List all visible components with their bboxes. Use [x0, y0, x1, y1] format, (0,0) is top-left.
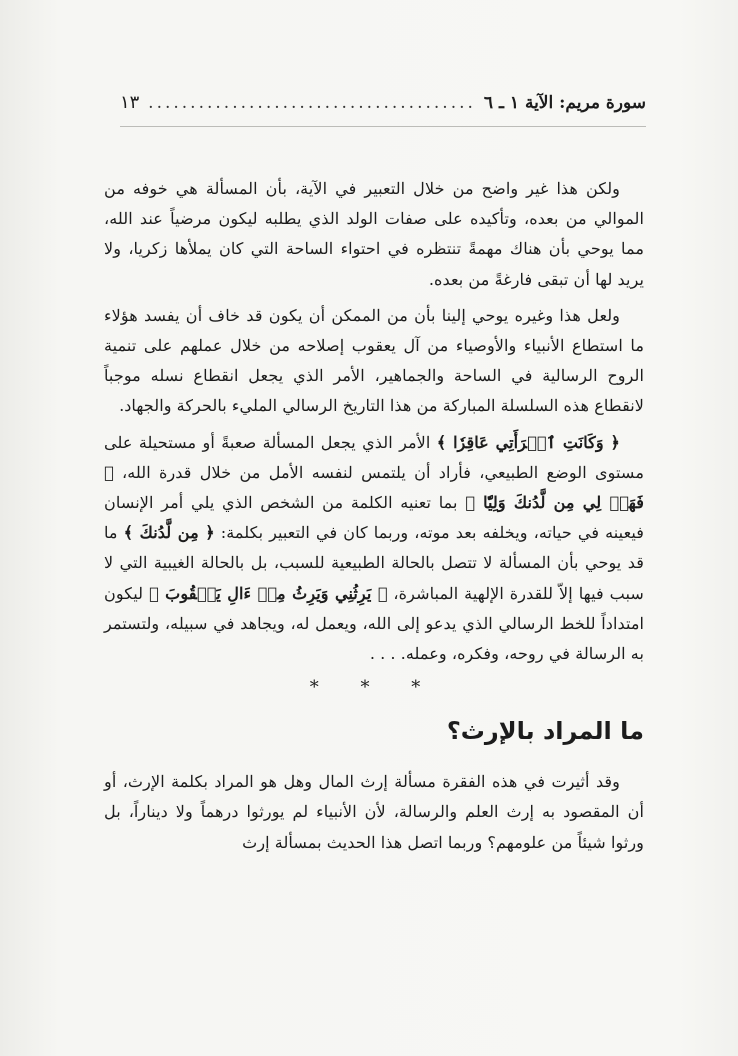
paragraph-text: ولعل هذا وغيره يوحي إلينا بأن من الممكن أن يكون قد خاف أن يفسد هؤلاء ما استطاع الأنبياء والأوصياء من آل يعقوب إصلاحه من خلال عملهم على تنمية الروح الرسالية في الساحة والجماهير، الأمر الذي يجعل انقطاع نسله موجباً لانقطاع هذه السلسلة المباركة من هذا التاريخ الرسالي المليء بالحركة والجهاد.: [104, 305, 644, 416]
body-paragraph: [104, 767, 644, 858]
quran-verse: ﴿ مِن لَّدُنكَ ﴾: [123, 523, 215, 543]
quran-verse: ﴿ يَرِثُنِي وَيَرِثُ مِنۡ ءَالِ يَعۡقُوبَ ﴾: [148, 583, 388, 603]
body-paragraph: [104, 174, 644, 295]
body-paragraph: [104, 301, 644, 422]
section-heading: ما المراد بالإرث؟: [446, 717, 644, 746]
paragraph-text: ليكون امتداداً للخط الرسالي الذي يدعو إلى الله، ويعمل له، ويجاهد في سبيله، ولتستمر به الرسالة في روحه، وفكره، وعمله. . . .: [104, 583, 644, 664]
running-header: [120, 92, 646, 122]
paragraph-text: بما تعنيه الكلمة من الشخص الذي يلي أمر الإنسان فيعينه في حياته، ويخلفه بعد موته، وربما كان في التعبير بكلمة:: [104, 493, 645, 543]
paragraph-text: وقد أثيرت في هذه الفقرة مسألة إرث المال وهل هو المراد بكلمة الإرث، أو أن المقصود به إرث العلم والرسالة، لأن الأنبياء لم يورثوا درهماً ولا ديناراً، بل ورثوا شيئاً من علومهم؟ وربما اتصل هذا الحديث بمسألة إرث: [104, 772, 644, 852]
header-leader-dots: [147, 93, 476, 113]
header-divider: [120, 126, 646, 127]
page-body: [104, 174, 644, 858]
page-number: ١٣: [120, 92, 140, 113]
header-title: سورة مريم: الآية ١ ـ ٦: [483, 93, 646, 113]
paragraph-text: الأمر الذي يجعل المسألة صعبةً أو مستحيلة على مستوى الوضع الطبيعي، فأراد أن يلتمس لنفسه الأمل من خلال قدرة الله،: [104, 432, 644, 482]
body-paragraph-with-verses: [104, 428, 644, 670]
quran-verse: ﴿ فَهَبۡ لِي مِن لَّدُنكَ وَلِيّٗا ﴾: [104, 462, 644, 513]
paragraph-text: ما قد يوحي بأن المسألة لا تتصل بالحالة الطبيعية للسبب، بل بالحالة الغيبية التي لا سبب فيها إلاّ للقدرة الإلهية المباشرة،: [104, 523, 644, 603]
quran-verse: ﴿ وَكَانَتِ ٱمۡرَأَتِي عَاقِرٗا ﴾: [436, 432, 620, 452]
paragraph-text: ولكن هذا غير واضح من خلال التعبير في الآية، بأن المسألة هي خوفه من الموالي من بعده، وتأكيده على صفات الولد الذي يطلبه ليكون مرضياً عند الله، مما يوحي بأن هناك مهمةً تنتظره في احتواء الساحة التي كان يملأها زكريا، ولا يريد لها أن تبقى فارغةً من بعده.: [104, 179, 644, 289]
section-separator: * * *: [309, 677, 439, 699]
